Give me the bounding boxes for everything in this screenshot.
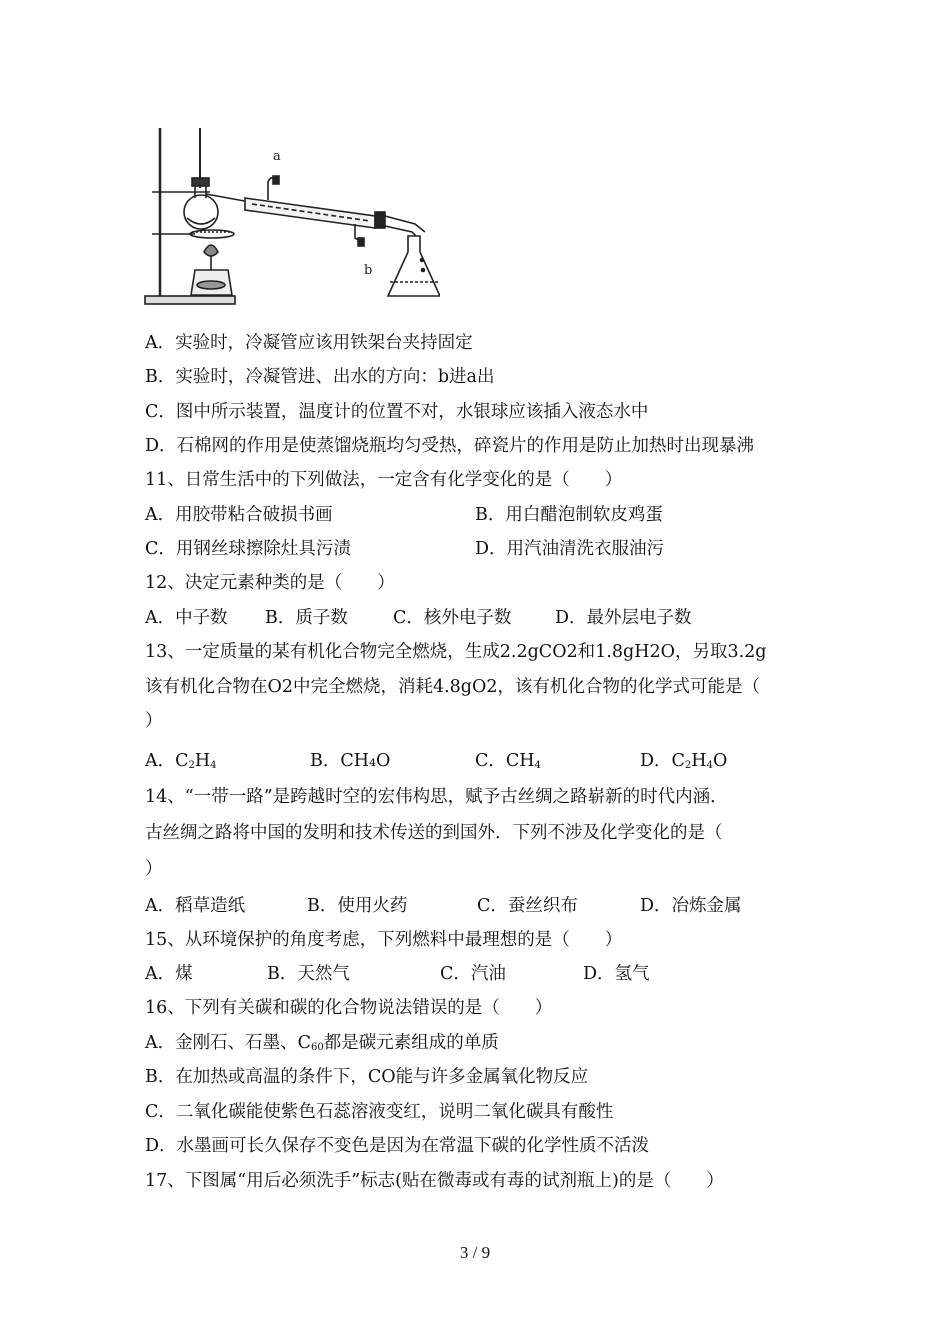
q16-stem: 16、下列有关碳和碳的化合物说法错误的是（ ） xyxy=(145,998,553,1018)
q11-option-c: C．用钢丝球擦除灶具污渍 xyxy=(145,539,351,559)
q14-option-b: B．使用火药 xyxy=(307,896,408,916)
q15-option-d: D．氢气 xyxy=(583,964,650,984)
q11-option-d: D．用汽油清洗衣服油污 xyxy=(475,539,665,559)
q15-stem: 15、从环境保护的角度考虑，下列燃料中最理想的是（ ） xyxy=(145,930,623,950)
q13-stem-line3: ） xyxy=(145,711,163,731)
q14-option-a: A．稻草造纸 xyxy=(145,896,246,916)
q15-option-c: C．汽油 xyxy=(440,964,506,984)
q10-option-a: A．实验时，冷凝管应该用铁架台夹持固定 xyxy=(145,333,473,353)
q14-option-d: D．冶炼金属 xyxy=(640,896,742,916)
q11-option-b: B．用白醋泡制软皮鸡蛋 xyxy=(475,505,663,525)
label-b: b xyxy=(364,263,373,278)
q10-option-d: D．石棉网的作用是使蒸馏烧瓶均匀受热，碎瓷片的作用是防止加热时出现暴沸 xyxy=(145,436,755,456)
q16-option-b: B．在加热或高温的条件下，CO能与许多金属氧化物反应 xyxy=(145,1067,589,1087)
q12-option-c: C．核外电子数 xyxy=(393,608,512,628)
label-a: a xyxy=(273,149,281,164)
q14-option-c: C．蚕丝织布 xyxy=(477,896,578,916)
q13-option-d: D．$C_2H_4O$ xyxy=(640,751,728,771)
q16-option-d: D．水墨画可长久保存不变色是因为在常温下碳的化学性质不活泼 xyxy=(145,1136,650,1156)
q17-stem: 17、下图属“用后必须洗手”标志(贴在微毒或有毒的试剂瓶上)的是（ ） xyxy=(145,1171,724,1191)
q12-option-b: B．质子数 xyxy=(265,608,348,628)
q14-stem-line2: 古丝绸之路将中国的发明和技术传送的到国外．下列不涉及化学变化的是（ xyxy=(145,823,723,843)
q13-stem-line1: 13、一定质量的某有机化合物完全燃烧，生成2.2gCO2和1.8gH2O，另取3.2g xyxy=(145,642,767,662)
q13-option-b: B．CH₄O xyxy=(310,751,391,771)
q14-stem-line3: ） xyxy=(145,859,163,879)
q11-stem: 11、日常生活中的下列做法，一定含有化学变化的是（ ） xyxy=(145,470,623,490)
q13-option-a: A．$C_2H_4$ xyxy=(145,751,217,771)
q12-option-d: D．最外层电子数 xyxy=(555,608,692,628)
q10-option-b: B．实验时，冷凝管进、出水的方向：b进a出 xyxy=(145,367,495,387)
q15-option-a: A．煤 xyxy=(145,964,193,984)
q14-stem-line1: 14、“一带一路”是跨越时空的宏伟构思，赋予古丝绸之路崭新的时代内涵． xyxy=(145,787,728,807)
q13-stem-line2: 该有机化合物在O2中完全燃烧，消耗4.8gO2，该有机化合物的化学式可能是（ xyxy=(145,677,760,697)
q16-option-c: C．二氧化碳能使紫色石蕊溶液变红，说明二氧化碳具有酸性 xyxy=(145,1102,614,1122)
q13-option-c: C．$CH_4$ xyxy=(475,751,541,771)
q12-option-a: A．中子数 xyxy=(145,608,228,628)
q16-option-a: A．金刚石、石墨、$C_{60}$都是碳元素组成的单质 xyxy=(145,1033,499,1053)
page-number: 3 / 9 xyxy=(459,1243,491,1262)
q12-stem: 12、决定元素种类的是（ ） xyxy=(145,573,395,593)
q10-option-c: C．图中所示装置，温度计的位置不对，水银球应该插入液态水中 xyxy=(145,402,649,422)
distillation-apparatus-figure xyxy=(140,120,440,310)
q11-option-a: A．用胶带粘合破损书画 xyxy=(145,505,333,525)
q15-option-b: B．天然气 xyxy=(267,964,350,984)
